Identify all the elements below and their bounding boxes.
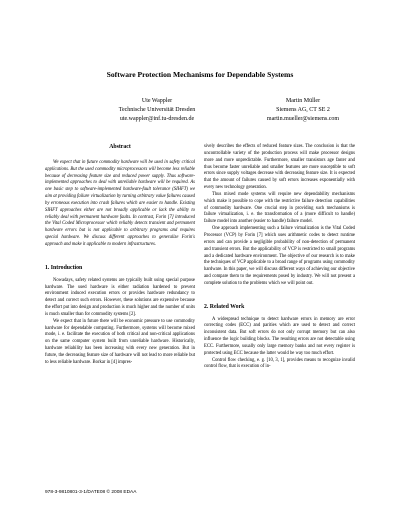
author-name: Ute Wappler: [141, 98, 173, 104]
author-email: ute.wappler@inf.tu-dresden.de: [119, 116, 195, 123]
related-paragraph: Control flow checking, e. g. [10, 3, 1], provides means to recognize invalid control flow, that is execution of in-: [204, 357, 355, 370]
body-paragraph: sively describes the effects of reduced feature sizes. The conclusion is that the uncontrollable variety of the production process will make processor designs more and more unpredictable. Furthermore, smaller transistors age faster and thus become faster unreliable and smaller features are more susceptible to soft errors since supply voltages decrease with decreasing feature size. It is expected that the amount of failures caused by soft errors increases exponentially with every new technology generation.: [204, 144, 355, 191]
paper-title: Software Protection Mechanisms for Dependable Systems: [106, 70, 294, 79]
author-block-2: [238, 97, 368, 125]
author-affiliation: Siemens AG, CT SE 2: [276, 107, 330, 114]
abstract-heading: Abstract: [109, 144, 131, 150]
author-email: martin.mueller@siemens.com: [266, 116, 340, 123]
related-work-heading: 2. Related Work: [204, 303, 245, 310]
body-paragraph: One approach implementing such a failure virtualization is the Vital Coded Processor (VCP) by Forin [7] which uses arithmetic codes to detect runtime errors and can provide a negligible probability of non-detection of permanent and transient errors. But the applicability of VCP is restricted to small programs and a dedicated hardware environment. The objective of our research is to make the techniques of VCP applicable to a broad range of programs using commodity hardware. In this paper, we will discuss different ways of achieving our objective and compare them to the requirements posed by industry. We will not present a complete solution to the problems which we will point out.: [204, 226, 355, 286]
author-block-1: [92, 97, 222, 125]
intro-paragraph: Nowadays, safety related systems are typically built using special purpose hardware. The used hardware is either radiation hardened to prevent environment induced execution errors or provides hardware redundancy to detect and correct such errors. However, these solutions are expensive because the effort put into design and production is much higher and the number of units is much smaller than for commodity systems [2].: [45, 277, 195, 317]
author-name: Martin Müller: [285, 98, 321, 104]
abstract-text: We expect that in future commodity hardware will be used in safety critical applications. But the used commodity microprocessors will become less reliable because of decreasing feature size and reduced power supply. Thus software-implemented approaches to deal with unreliable hardware will be required. As one basic step to software-implemented hardware-fault tolerance (SIHFT) we aim at providing failure virtualization by turning arbitrary value failures caused by erroneous execution into crash failures which are easier to handle. Existing SIHFT approaches either are not broadly applicable or lack the ability to reliably deal with permanent hardware faults. In contrast, Forin [7] introduced the Vital Coded Microprocessor which reliably detects transient and permanent hardware errors but is not applicable to arbitrary programs and requires special hardware. We discuss different approaches to generalize Forin's approach and make it applicable to modern infrastructures.: [45, 159, 195, 247]
left-column: [45, 144, 195, 367]
related-paragraph: A widespread technique to detect hardware errors in memory are error correcting codes (ECC) and parities which are used to detect and correct inconsistent data. But soft errors do not only corrupt memory but can also influence the logic building blocks. The resulting errors are not detectable using ECC. Furthermore, usually only large memory banks and not every register is protected using ECC because the latter would be way too much effort.: [204, 316, 355, 356]
introduction-heading: 1. Introduction: [45, 264, 83, 271]
intro-paragraph: We expect that in future there will be economic pressure to use commodity hardware for dependable computing. Furthermore, systems will become mixed mode, i. e. facilitate the execution of both critical and non-critical applications on the same computer system built from unreliable hardware. Historically, hardware reliability has been increasing with every new generation. But in future, the decreasing feature size of hardware will not lead to more reliable but to less reliable hardware. Borkar in [4] impres-: [45, 318, 195, 365]
body-paragraph: Thus mixed mode systems will require new dependability mechanisms which make it possible to cope with the restrictive failure detection capabilities of commodity hardware. One crucial step in providing such mechanisms is failure virtualization, i. e. the transformation of a (more difficult to handle) failure model into another (easier to handle) failure model.: [204, 191, 355, 225]
right-column: [204, 144, 355, 371]
author-affiliation: Technische Universität Dresden: [118, 107, 196, 114]
footer-copyright: 978-3-9810801-3-1/DATE08 © 2008 EDAA: [45, 490, 137, 495]
